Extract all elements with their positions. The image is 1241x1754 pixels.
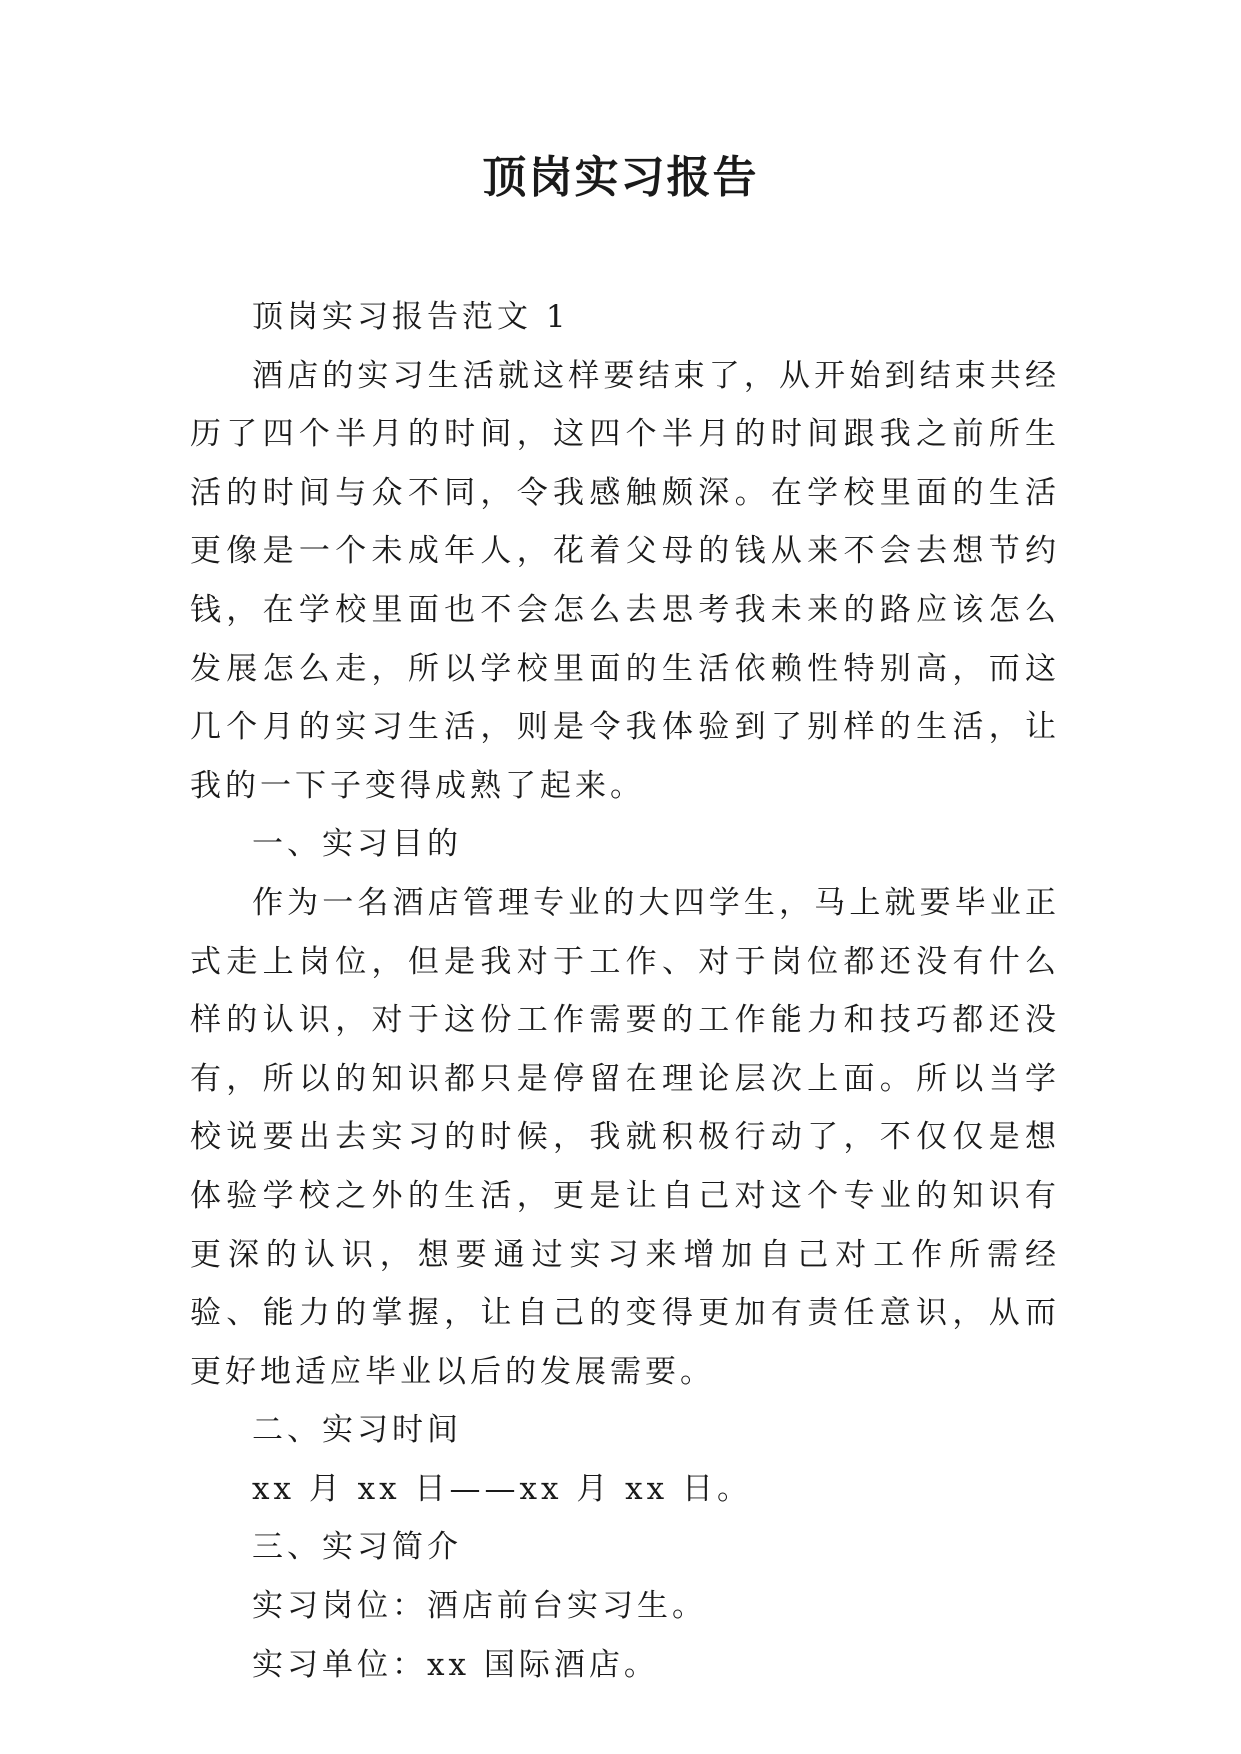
paragraph-unit: 实习单位：xx 国际酒店。: [252, 1646, 659, 1683]
heading-summary: 三、实习简介: [252, 1529, 462, 1566]
paragraph-purpose: 作为一名酒店管理专业的大四学生，马上就要毕业正式走上岗位，但是我对于工作、对于岗位都还没有什么样的认识，对于这份工作需要的工作能力和技巧都还没有，所以的知识都只是停留在理论层次上面。所以当学校说要出去实习的时候，我就积极行动了，不仅仅是想体验学校之外的生活，更是让自己对这个专业的知识有更深的认识，想要通过实习来增加自己对工作所需经验、能力的掌握，让自己的变得更加有责任意识，从而更好地适应毕业以后的发展需要。: [190, 884, 1060, 1390]
paragraph-subtitle: 顶岗实习报告范文 1: [252, 299, 570, 335]
document-title: 顶岗实习报告: [482, 152, 759, 203]
paragraph-time: xx 月 xx 日——xx 月 xx 日。: [252, 1470, 752, 1507]
heading-time: 二、实习时间: [252, 1412, 462, 1449]
document-body: [190, 288, 1060, 1694]
heading-purpose: 一、实习目的: [252, 826, 462, 863]
paragraph-intro: 酒店的实习生活就这样要结束了，从开始到结束共经历了四个半月的时间，这四个半月的时间跟我之前所生活的时间与众不同，令我感触颇深。在学校里面的生活更像是一个未成年人，花着父母的钱从来不会去想节约钱，在学校里面也不会怎么去思考我未来的路应该怎么发展怎么走，所以学校里面的生活依赖性特别高，而这几个月的实习生活，则是令我体验到了别样的生活，让我的一下子变得成熟了起来。: [190, 357, 1060, 804]
paragraph-position: 实习岗位：酒店前台实习生。: [252, 1588, 707, 1625]
